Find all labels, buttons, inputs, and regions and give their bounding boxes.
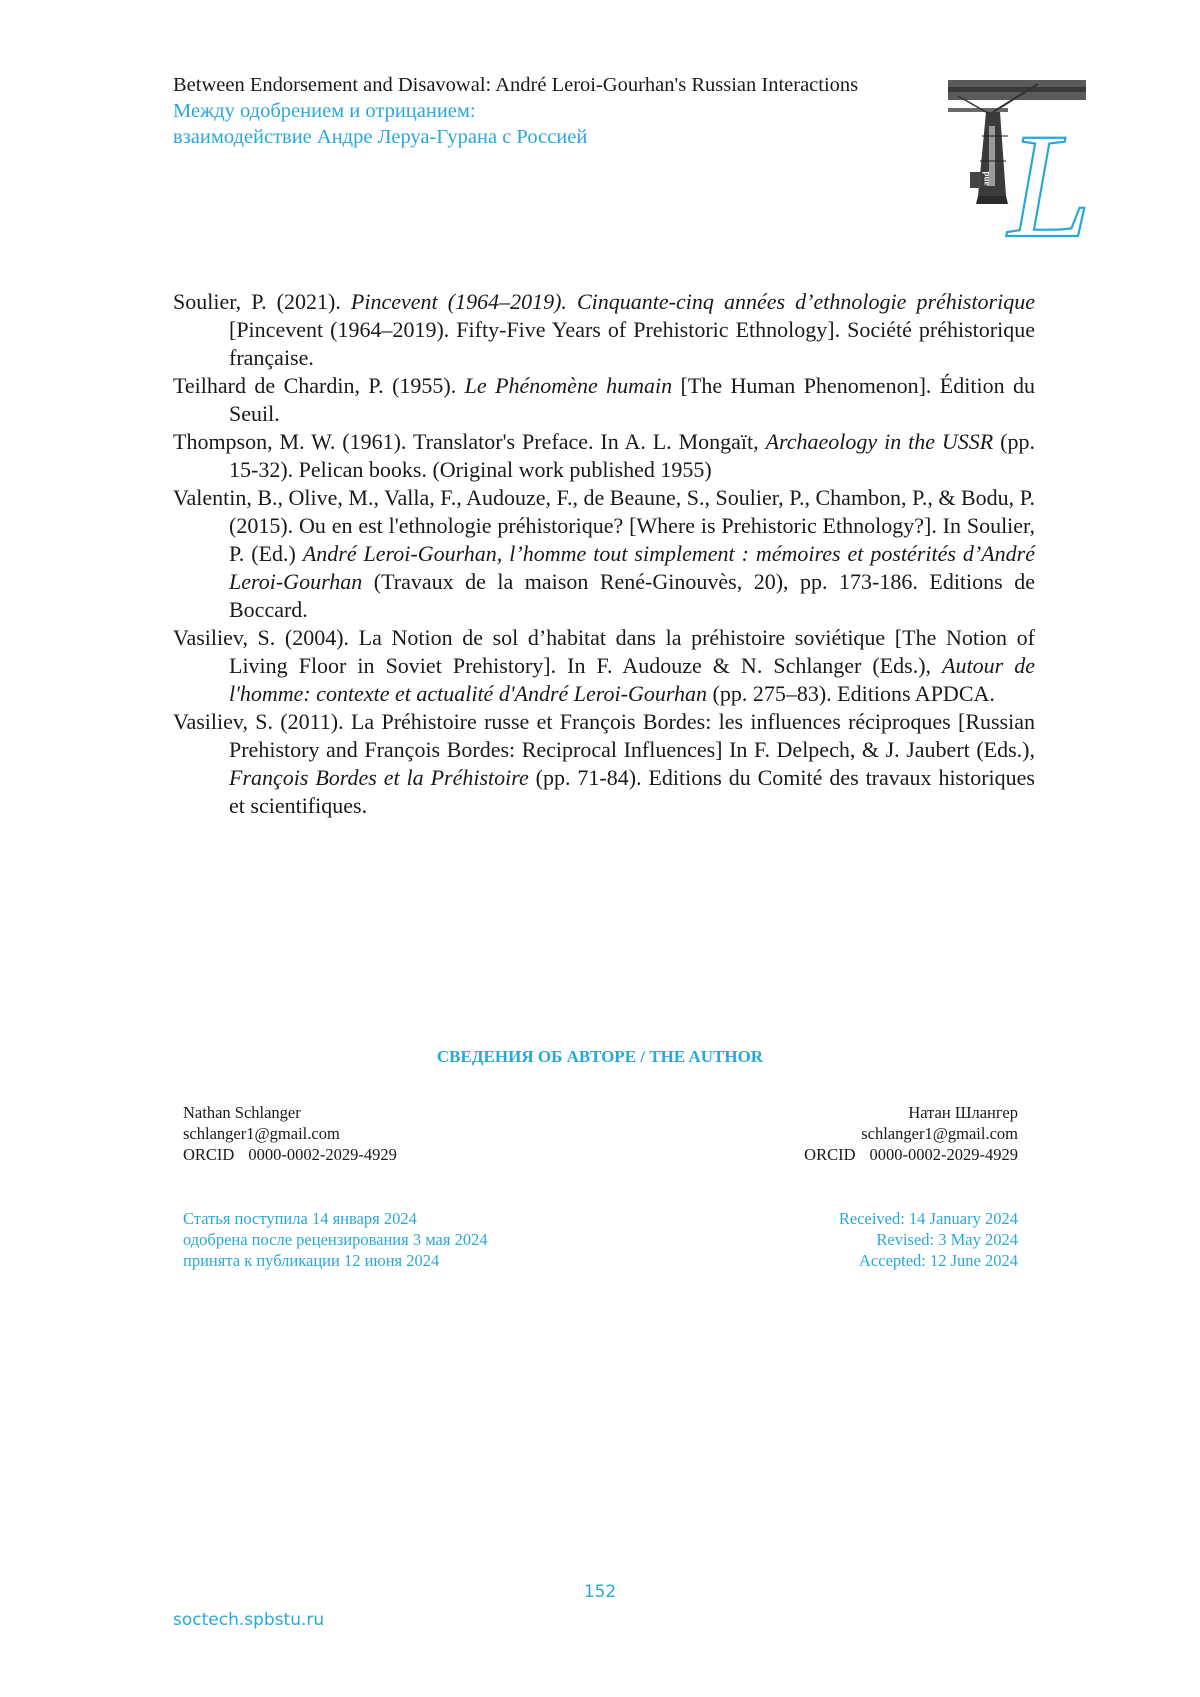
orcid-id[interactable]: 0000-0002-2029-4929	[248, 1145, 397, 1164]
reference-text: Teilhard de Chardin, P. (1955).	[173, 373, 465, 398]
reference-title: Autour de l'homme: contexte et actualité d'André Leroi-Gourhan	[229, 653, 1035, 706]
reference-text: [The Human Phenomenon]. Édition du Seuil.	[229, 373, 1036, 426]
orcid-label: ORCID	[183, 1145, 235, 1164]
revised-date-ru: одобрена после рецензирования 3 мая 2024	[183, 1230, 488, 1249]
reference-text: Thompson, M. W. (1961). Translator's Preface. In A. L. Mongaït,	[173, 429, 766, 454]
reference-item	[173, 428, 1035, 484]
reference-item	[173, 624, 1035, 708]
reference-item	[173, 372, 1035, 428]
reference-item	[173, 708, 1035, 820]
author-info-ru	[804, 1102, 1018, 1165]
accepted-date-ru: принята к публикации 12 июня 2024	[183, 1251, 440, 1270]
accepted-date-en: Accepted: 12 June 2024	[859, 1251, 1018, 1270]
reference-text: [Pincevent (1964–2019). Fifty-Five Years of Prehistoric Ethnology]. Société préhistorique française.	[229, 317, 1035, 370]
reference-item	[173, 484, 1035, 624]
reference-text: Vasiliev, S. (2004). La Notion de sol d’habitat dans la préhistoire soviétique [The Notion of Living Floor in Soviet Prehistory]. In F. Audouze & N. Schlanger (Eds.),	[173, 625, 1035, 678]
author-section-title: СВЕДЕНИЯ ОБ АВТОРЕ / THE AUTHOR	[436, 1047, 764, 1066]
orcid-id[interactable]: 0000-0002-2029-4929	[869, 1145, 1018, 1164]
reference-title: Pincevent (1964–2019). Cinquante-cinq années d’ethnologie préhistorique	[350, 289, 1035, 314]
running-title-ru-line1: Между одобрением и отрицанием:	[173, 100, 476, 122]
author-email-ru[interactable]: schlanger1@gmail.com	[861, 1124, 1018, 1143]
reference-title: Archaeology in the USSR	[765, 429, 994, 454]
article-dates-en	[839, 1208, 1018, 1271]
author-orcid-en	[183, 1144, 397, 1165]
reference-title: André Leroi-Gourhan, l’homme tout simplement : mémoires et postérités d’André Leroi-Gourhan	[229, 541, 1035, 594]
reference-text: (pp. 275–83). Editions APDCA.	[707, 681, 995, 706]
revised-date-en: Revised: 3 May 2024	[876, 1230, 1018, 1249]
reference-item	[173, 288, 1035, 372]
reference-text: (pp. 71-84). Editions du Comité des travaux historiques et scientifiques.	[229, 765, 1035, 818]
author-orcid-ru	[804, 1144, 1018, 1165]
author-info-en	[183, 1102, 397, 1165]
journal-logo	[948, 76, 1128, 246]
running-title-en: Between Endorsement and Disavowal: André Leroi-Gourhan's Russian Interactions	[173, 74, 859, 96]
reference-text: (Travaux de la maison René-Ginouvès, 20), pp. 173-186. Editions de Boccard.	[229, 569, 1035, 622]
article-dates-ru	[183, 1208, 488, 1271]
reference-title: François Bordes et la Préhistoire	[229, 765, 529, 790]
reference-title: Le Phénomène humain	[464, 373, 673, 398]
received-date-ru: Статья поступила 14 января 2024	[183, 1209, 417, 1228]
running-header	[173, 72, 858, 150]
reference-text: Vasiliev, S. (2011). La Préhistoire russe et François Bordes: les influences réciproques [Russian Prehistory and François Bordes: Reciprocal Influences] In F. Delpech, & J. Jaubert (Eds.),	[173, 709, 1035, 762]
references-list	[173, 288, 1035, 820]
reference-text: Soulier, P. (2021).	[173, 289, 351, 314]
reference-text: (pp. 15-32). Pelican books. (Original work published 1955)	[229, 429, 1035, 482]
received-date-en: Received: 14 January 2024	[838, 1209, 1018, 1228]
logo-letter-l: L	[1008, 103, 1092, 246]
reference-text: Valentin, B., Olive, M., Valla, F., Audouze, F., de Beaune, S., Soulier, P., Chambon, P., & Bodu, P. (2015). Ou en est l'ethnologie préhistorique? [Where is Prehistoric Ethnology?]. In Soulier, P. (Ed.)	[173, 485, 1035, 566]
page-number: 152	[583, 1582, 617, 1602]
author-email-en[interactable]: schlanger1@gmail.com	[183, 1124, 340, 1143]
journal-site-link[interactable]: soctech.spbstu.ru	[173, 1610, 325, 1630]
author-name-ru: Натан Шлангер	[908, 1103, 1018, 1122]
author-name-en: Nathan Schlanger	[183, 1103, 301, 1122]
orcid-label: ORCID	[804, 1145, 856, 1164]
logo-and-text: and	[981, 171, 991, 186]
running-title-ru-line2: взаимодействие Андре Леруа-Гурана с Россией	[173, 126, 588, 148]
